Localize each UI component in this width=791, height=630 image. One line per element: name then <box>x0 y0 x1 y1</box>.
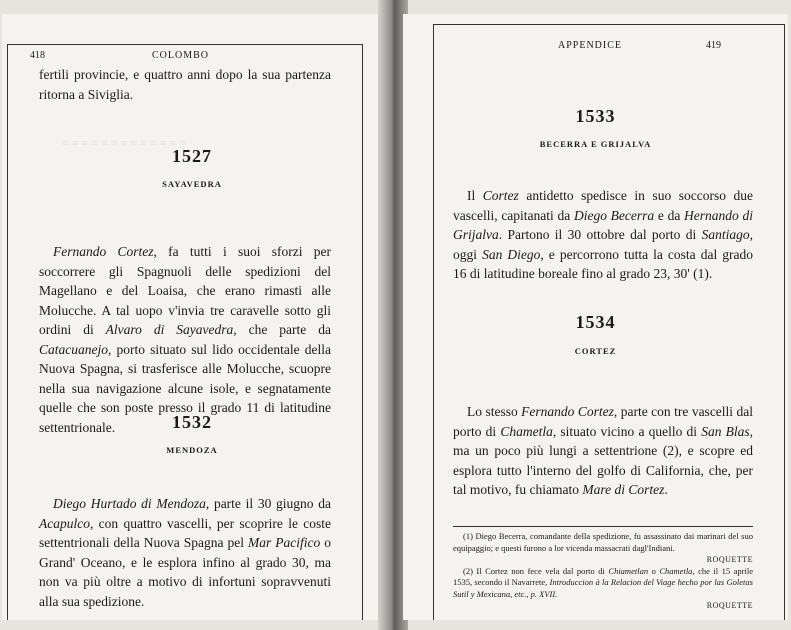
text-run: , e percorrono tutta la costa dal grado 16 di latitudine boreale fino al grado 23, 30' (1). <box>453 246 753 281</box>
place-name: San Diego <box>482 246 541 262</box>
year-heading-1533: 1533 <box>575 106 616 126</box>
left-page <box>2 14 382 620</box>
person-name: Diego Becerra <box>573 207 655 223</box>
place-name: Catacuanejo <box>39 341 108 357</box>
running-head: APPENDICE <box>558 40 623 51</box>
paragraph-1533 <box>453 186 753 284</box>
text-run: , fa tutti i suoi sforzi per soccorrere gli Spagnuoli delle spedizioni del Magellano e del Loaisa, che erano rimasti alle Molucche. A tal uopo v'invia tre caravelle sotto gli ordini di <box>39 244 331 337</box>
opening-text: fertili provincie, e quattro anni dopo la sua partenza ritorna a Siviglia. <box>39 67 331 102</box>
bleed-through: ≡ ≡ ≡ ≡ ≡ ≡ ≡ ≡ ≡ ≡ ≡ ≡ ≡ <box>62 136 186 150</box>
text-run: Lo stesso <box>467 404 522 419</box>
footnote-1 <box>453 531 753 566</box>
text-run: . <box>664 482 668 497</box>
paragraph-1532 <box>39 494 331 611</box>
person-name: Diego Hurtado di Mendoza <box>53 496 206 511</box>
section-heading-mendoza: MENDOZA <box>166 445 218 455</box>
person-name: Hernando di Grijalva <box>453 207 753 242</box>
footnotes <box>453 531 753 612</box>
footnote-signature: ROQUETTE <box>706 601 753 610</box>
text-run: , oggi <box>453 227 753 262</box>
place-name: Santiago <box>701 227 750 242</box>
section-heading-sayavedra: SAYAVEDRA <box>162 179 222 189</box>
paragraph-1534 <box>453 402 753 500</box>
footnote-2 <box>453 566 753 612</box>
text-run: , con quattro vascelli, per scoprire le coste settentrionali della Nuova Spagna pel <box>39 515 331 550</box>
right-page <box>403 14 788 620</box>
text-run: , situato vicino a quello di <box>552 423 702 439</box>
sea-name: Mare di Cortez <box>582 482 665 497</box>
person-name: Fernando Cortez <box>53 244 154 259</box>
text-run: . Partono il 30 ottobre dal porto di <box>498 227 702 242</box>
page-number: 419 <box>706 40 721 51</box>
text-run: antidetto spedisce in suo soccorso due vascelli, capitanati da <box>453 188 753 223</box>
footnote-text: o <box>648 565 660 576</box>
place-name: Chametla <box>500 423 553 439</box>
text-run: , parte con tre vascelli dal porto di <box>453 404 754 439</box>
place-name: Chametla <box>659 565 693 576</box>
opening-paragraph <box>39 65 331 104</box>
person-name: Fernando Cortez <box>521 404 614 419</box>
text-run: , ma un poco più lungi a settentrione (2), e scopre ed esplora tutto l'interno del golfo di California, che, per tal motivo, fu chiamato <box>453 423 753 497</box>
text-run: o Grand' Oceano, e le esplora infino al grado 30, ma non va più oltre a motivo di infortuni sopravvenuti alla sua spedizione. <box>39 535 332 609</box>
place-name: Acapulco <box>39 515 90 531</box>
running-head: COLOMBO <box>152 50 210 61</box>
year-heading-1532: 1532 <box>172 412 212 432</box>
year-heading-1527: 1527 <box>172 146 212 166</box>
place-name: San Blas <box>701 423 750 439</box>
text-run: , parte il 30 giugno da <box>205 496 331 511</box>
person-name: Cortez <box>482 188 519 203</box>
footnote-text: , che il 15 aprile 1535, secondo il Navarrete, <box>453 565 753 587</box>
footnote-signature: ROQUETTE <box>706 555 753 564</box>
footnote-text: (1) Diego Becerra, comandante della spedizione, fu assassinato dai marinari del suo equipaggio; e questi furono a lor vicenda massacrati dagl'Indiani. <box>453 531 753 553</box>
person-name: Alvaro di Sayavedra <box>105 322 234 337</box>
text-run: , che parte da <box>233 322 331 337</box>
section-heading-becerra-grijalva: BECERRA E GRIJALVA <box>539 139 652 149</box>
footnote-text: (2) Il Cortez non fece vela dal porto di <box>463 565 609 576</box>
footnote-rule <box>453 526 753 527</box>
page-number: 418 <box>30 50 45 61</box>
section-heading-cortez: CORTEZ <box>574 346 617 356</box>
year-heading-1534: 1534 <box>575 312 616 332</box>
place-name: Chiametlan <box>608 565 649 576</box>
text-run: e da <box>654 207 685 223</box>
sea-name: Mar Pacifico <box>248 535 321 550</box>
cited-title: Introduccion à la Relacion del Viage hecho por las Goletas Sutil y Mexicana, etc., p. XVII. <box>453 577 753 599</box>
text-run: Il <box>467 188 483 203</box>
paragraph-1527 <box>39 242 331 437</box>
text-run: , porto situato sul lido occidentale della Nuova Spagna, si trasferisce alle Molucche, scuopre nella sua navigazione alcune isole, e segnatamente quelle che son poste presso il grado 11 di latitudine settentrionale. <box>39 341 331 435</box>
